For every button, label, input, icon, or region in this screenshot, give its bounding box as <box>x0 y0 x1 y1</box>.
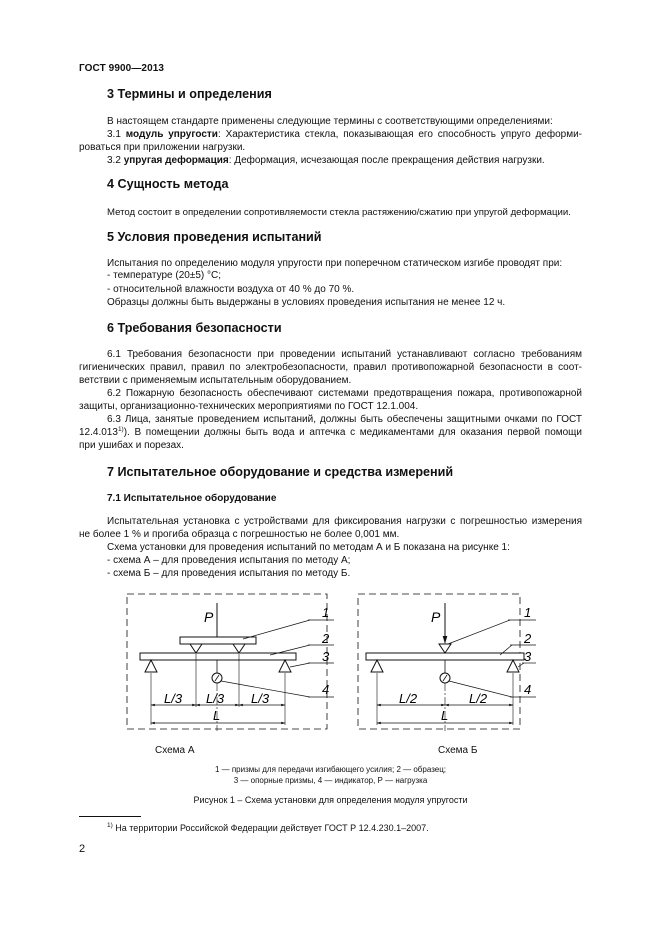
scheme-b-specimen <box>366 653 524 660</box>
figure-legend-line-2: 3 — опорные призмы, 4 — индикатор, Р — нагрузка <box>233 776 428 785</box>
s3-term-1: 3.1 модуль упругости: Характеристика стекла, показывающая его способность упруго деформи- роваться при приложении нагрузки. <box>79 129 582 153</box>
scheme-b-callout-3: 3 <box>524 649 532 664</box>
figure-title: Рисунок 1 – Схема установки для определения модуля упругости <box>193 795 468 805</box>
scheme-a-callout-3: 3 <box>322 649 330 664</box>
s7-line-5: - схема Б – для проведения испытания по методу Б. <box>107 568 351 579</box>
scheme-b-support-left <box>371 660 383 672</box>
scheme-a-frame <box>127 594 330 729</box>
section-7-heading: 7 Испытательное оборудование и средства измерений <box>107 465 454 479</box>
footnote-separator <box>79 816 141 817</box>
scheme-a-callout-1: 1 <box>322 605 330 620</box>
s6-para-3: 6.3 Лица, занятые проведением испытаний, должны быть обеспечены защитными очками по ГОСТ 12.4.013$^{1)}$). В помещении должны быть вода и аптечка с медикаментами для оказания первой помощи при ушибах и порезах. <box>79 414 582 451</box>
footnote-mark: 1) <box>107 822 113 829</box>
scheme-b-support-right <box>507 660 519 672</box>
term-elastic-modulus: модуль упругости <box>125 129 218 140</box>
s7-line-3: Схема установки для проведения испытаний по методам А и Б показана на рисунке 1: <box>107 542 510 553</box>
figure-legend-line-1: 1 — призмы для передачи изгибающего усилия; 2 — образец; <box>214 765 447 774</box>
scheme-a-dim-full: L <box>213 708 221 723</box>
scheme-a-support-right <box>279 660 291 672</box>
s5-line-2: - температуре (20±5) °С; <box>107 270 221 281</box>
scheme-a-load-plate <box>180 637 256 644</box>
scheme-b-load-prism <box>439 644 451 653</box>
scheme-a-load-prism-right <box>233 644 245 653</box>
scheme-a-load-prism-left <box>190 644 202 653</box>
scheme-a-callout-2: 2 <box>322 631 330 646</box>
s5-line-4: Образцы должны быть выдержаны в условиях проведения испытания не менее 12 ч. <box>107 297 506 308</box>
scheme-a-dim-third-3: L/3 <box>251 691 270 706</box>
section-6-heading: 6 Требования безопасности <box>107 321 282 335</box>
scheme-b-load-label: P <box>431 609 441 625</box>
scheme-b-caption: Схема Б <box>438 745 478 756</box>
s4-text: Метод состоит в определении сопротивляемости стекла растяжению/сжатию при упругой деформации. <box>107 207 571 218</box>
scheme-a-callout-4: 4 <box>322 682 330 697</box>
scheme-a-dim-third-1: L/3 <box>164 691 183 706</box>
scheme-b-callout-4: 4 <box>524 682 532 697</box>
s6-para-2: 6.2 Пожарную безопасность обеспечивают системами предотвращения пожара, противопожарной защиты, организационно-технических мероприятиями по ГОСТ 12.1.004. <box>79 388 582 412</box>
s7-line-4: - схема А – для проведения испытания по методу А; <box>107 555 351 566</box>
scheme-a-dim-third-2: L/3 <box>206 691 225 706</box>
scheme-a-load-label: P <box>204 609 214 625</box>
scheme-b-callout-2: 2 <box>524 631 532 646</box>
section-7-1-heading: 7.1 Испытательное оборудование <box>107 493 277 504</box>
s7-para-1: Испытательная установка с устройствами для фиксирования нагрузки с погрешностью измерения не более 1 % и прогиба образца с погрешностью не более 0,001 мм. <box>79 516 582 540</box>
section-4-heading: 4 Сущность метода <box>107 177 229 191</box>
footnote-ref: 1) <box>117 426 124 433</box>
scheme-b-drawing <box>358 594 536 731</box>
s5-line-3: - относительной влажности воздуха от 40 % до 70 %. <box>107 284 355 295</box>
s3-intro: В настоящем стандарте применены следующие термины с соответствующими определениями: <box>107 116 553 127</box>
figure-1-diagram <box>120 587 540 737</box>
scheme-a-drawing <box>127 594 334 731</box>
section-5-heading: 5 Условия проведения испытаний <box>107 230 322 244</box>
s6-para-1: 6.1 Требования безопасности при проведении испытаний устанавливают согласно требованиям гигиенических правил, правил по электробезопасности, правил противопожарной безопасности в соот- ветствии с применяемым испытательным оборудованием. <box>79 349 582 386</box>
scheme-a-support-left <box>145 660 157 672</box>
standard-code: ГОСТ 9900—2013 <box>79 63 165 74</box>
scheme-b-dim-half-2: L/2 <box>469 691 488 706</box>
scheme-b-dim-full: L <box>441 708 449 723</box>
section-3-heading: 3 Термины и определения <box>107 87 272 101</box>
scheme-b-callout-1: 1 <box>524 605 532 620</box>
scheme-b-dim-half-1: L/2 <box>399 691 418 706</box>
footnote: $^{1)}$ На территории Российской Федерации действует ГОСТ Р 12.4.230.1–2007. <box>107 822 429 833</box>
s5-line-1: Испытания по определению модуля упругости при поперечном статическом изгибе проводят при: <box>107 258 563 269</box>
s3-term-2: 3.2 упругая деформация: Деформация, исчезающая после прекращения действия нагрузки. <box>107 155 545 166</box>
term-elastic-deformation: упругая деформация <box>123 155 229 166</box>
page-number: 2 <box>79 843 86 855</box>
scheme-a-caption: Схема А <box>155 745 195 756</box>
